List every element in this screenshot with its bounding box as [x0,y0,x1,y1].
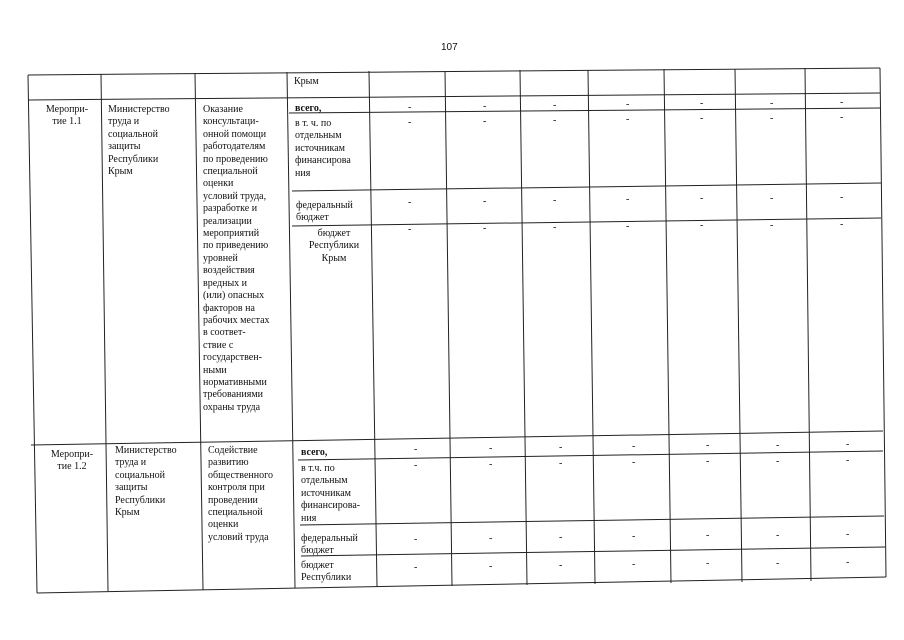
dash-cell: - [483,223,487,235]
source-by-sources: в т.ч. по отдельным источникам финансирова- ния [301,463,361,524]
dash-cell: - [706,558,710,570]
dash-cell: - [626,114,630,126]
dash-cell: - [770,112,774,124]
dash-cell: - [489,459,493,471]
dash-cell: - [626,194,630,206]
measure-label: Меропри- тие 1.1 [45,104,89,128]
dash-cell: - [706,456,710,468]
measure-description: Оказание консультаци- онной помощи работодателям по проведению специальной оценки условий труда, разработке и реализации мероприятий по приведению уровней воздействия вредных и (или) опасных факторов на рабочих местах в соответ- ствие с государствен- ными нормативными требованиями охраны труда [203,104,270,413]
dash-cell: - [559,532,563,544]
dash-cell: - [840,111,844,123]
dash-cell: - [632,559,636,571]
dash-cell: - [776,455,780,467]
dash-cell: - [408,117,412,128]
dash-cell: - [776,439,780,451]
dash-cell: - [559,560,563,572]
dash-cell: - [776,557,780,569]
dash-cell: - [846,528,850,540]
page-number: 107 [441,42,458,53]
dash-cell: - [559,442,563,454]
source-federal: федеральный бюджет [296,200,353,224]
dash-cell: - [776,529,780,541]
dash-cell: - [840,191,844,203]
dash-cell: - [483,101,487,113]
dash-cell: - [770,97,774,109]
executor-label: Министерство труда и социальной защиты Республики Крым [115,445,177,519]
dash-cell: - [770,192,774,204]
source-regional: бюджет Республики Крым [308,228,360,264]
dash-cell: - [489,533,493,545]
dash-cell: - [483,116,487,128]
dash-cell: - [846,438,850,450]
dash-cell: - [770,219,774,231]
dash-cell: - [408,102,412,113]
dash-cell: - [483,196,487,208]
dash-cell: - [489,561,493,573]
dash-cell: - [700,113,704,125]
dash-cell: - [700,220,704,232]
dash-cell: - [408,224,412,235]
dash-cell: - [553,100,557,112]
dash-cell: - [840,218,844,230]
dash-cell: - [840,96,844,108]
dash-cell: - [632,441,636,453]
dash-cell: - [553,222,557,234]
dash-cell: - [706,530,710,542]
dash-cell: - [700,193,704,205]
dash-cell: - [700,98,704,110]
dash-cell: - [846,556,850,568]
dash-cell: - [489,443,493,455]
measure-description: Содействие развитию общественного контроля при проведении специальной оценки условий труда [208,445,273,543]
source-federal: федеральный бюджет [301,533,358,557]
executor-label: Министерство труда и социальной защиты Республики Крым [108,104,170,178]
dash-cell: - [626,221,630,233]
dash-cell: - [414,460,418,471]
dash-cell: - [408,197,412,208]
header-region-label: Крым [294,76,319,87]
dash-cell: - [553,115,557,127]
dash-cell: - [414,562,418,573]
dash-cell: - [626,99,630,111]
dash-cell: - [553,195,557,207]
source-by-sources: в т. ч. по отдельным источникам финансирова ния [295,118,351,179]
measure-label: Меропри- тие 1.2 [50,449,94,473]
dash-cell: - [559,458,563,470]
dash-cell: - [414,444,418,455]
dash-cell: - [706,440,710,452]
source-total: всего, [295,103,322,114]
source-regional: бюджет Республики [301,560,352,584]
source-total: всего, [301,447,328,458]
dash-cell: - [632,531,636,543]
dash-cell: - [846,454,850,466]
dash-cell: - [414,534,418,545]
dash-cell: - [632,457,636,469]
